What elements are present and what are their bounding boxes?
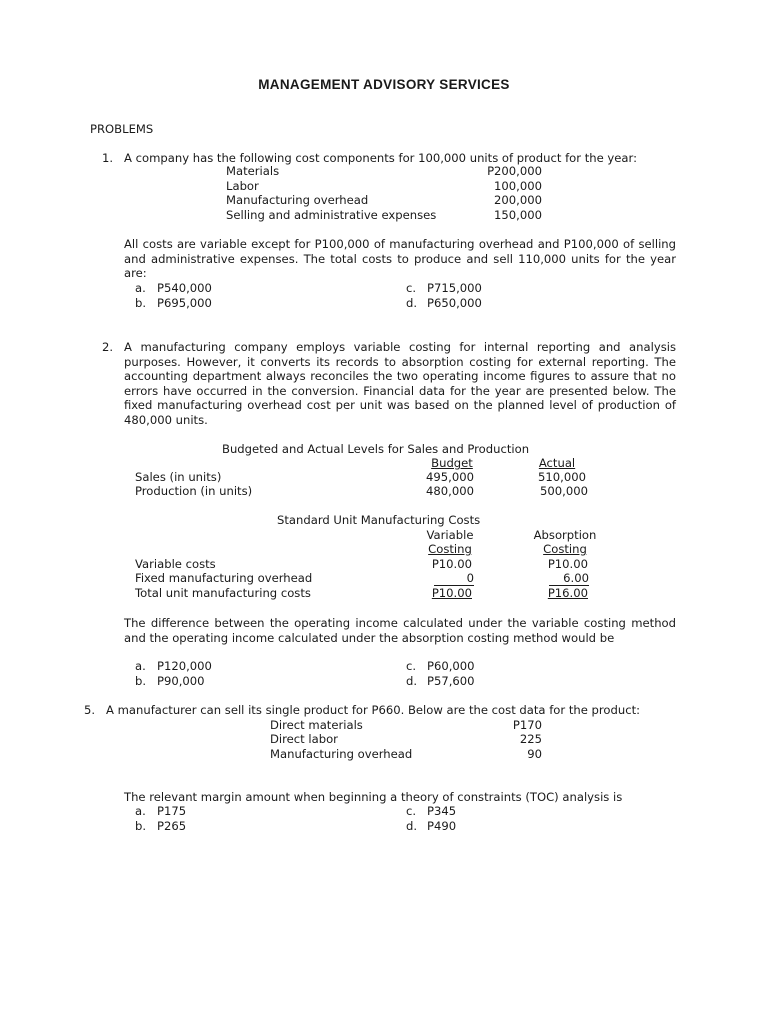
- column-header-absorption-costing: Costing: [543, 542, 587, 556]
- column-header-absorption: Absorption: [533, 528, 597, 542]
- choice-d: P650,000: [427, 296, 482, 310]
- choice-letter: b.: [135, 674, 147, 688]
- problem-intro: A manufacturer can sell its single product for P660. Below are the cost data for the product:: [106, 703, 641, 717]
- problem-intro: A manufacturing company employs variable costing for internal reporting and analysis purposes. However, it converts its records to absorption costing for external reporting. The accounting department always reconciles the two operating income figures to assure that no errors have occurred in the conversion. Financial data for the year are presented below. The fixed manufacturing overhead cost per unit was based on the planned level of production of 480,000 units.: [124, 340, 676, 427]
- choice-a: P120,000: [157, 659, 212, 673]
- choice-a: P540,000: [157, 281, 212, 295]
- cost-item-amount: 225: [519, 732, 542, 746]
- cost-item-label: Materials: [226, 164, 280, 178]
- choice-letter: b.: [135, 819, 147, 833]
- choice-letter: d.: [406, 674, 418, 688]
- choice-c: P345: [427, 804, 457, 818]
- problem-question: The relevant margin amount when beginning a theory of constraints (TOC) analysis is: [124, 790, 623, 804]
- cell-variable-underline: [434, 571, 474, 586]
- cell-absorption: P16.00: [547, 586, 588, 600]
- cost-item-amount: P170: [512, 718, 542, 732]
- column-header-actual: Actual: [538, 456, 576, 470]
- choice-letter: a.: [135, 659, 146, 673]
- problem-question: All costs are variable except for P100,000 of manufacturing overhead and P100,000 of selling and administrative expenses. The total costs to produce and sell 110,000 units for the year are:: [124, 237, 676, 280]
- column-header-variable-costing: Costing: [428, 542, 472, 556]
- choice-c: P60,000: [427, 659, 475, 673]
- cost-item-amount: P200,000: [487, 164, 542, 178]
- choice-c: P715,000: [427, 281, 482, 295]
- choice-letter: c.: [406, 659, 417, 673]
- cell-actual: 500,000: [540, 484, 588, 498]
- choice-b: P265: [157, 819, 187, 833]
- choice-letter: d.: [406, 819, 418, 833]
- cost-item-label: Manufacturing overhead: [270, 747, 413, 761]
- cost-item-label: Selling and administrative expenses: [226, 208, 437, 222]
- section-heading: PROBLEMS: [90, 122, 154, 136]
- choice-letter: a.: [135, 281, 146, 295]
- page-title: MANAGEMENT ADVISORY SERVICES: [258, 77, 510, 92]
- cell-actual: 510,000: [538, 470, 586, 484]
- row-label: Variable costs: [135, 557, 216, 571]
- cost-item-label: Direct materials: [270, 718, 363, 732]
- choice-a: P175: [157, 804, 187, 818]
- row-label: Fixed manufacturing overhead: [135, 571, 313, 585]
- cost-item-label: Labor: [226, 179, 259, 193]
- choice-b: P695,000: [157, 296, 212, 310]
- row-label: Production (in units): [135, 484, 253, 498]
- cost-item-label: Direct labor: [270, 732, 338, 746]
- cost-item-amount: 90: [527, 747, 542, 761]
- column-header-variable: Variable: [426, 528, 474, 542]
- problem-question: The difference between the operating income calculated under the variable costing method and the operating income calculated under the absorption costing method would be: [124, 616, 676, 645]
- cell-absorption-underline: [549, 571, 589, 586]
- cell-budget: 495,000: [426, 470, 474, 484]
- row-label: Total unit manufacturing costs: [135, 586, 311, 600]
- cost-item-amount: 100,000: [494, 179, 542, 193]
- cell-variable-total: [400, 586, 472, 601]
- cell-absorption: P10.00: [547, 557, 588, 571]
- problem-number: 2.: [102, 340, 114, 354]
- choice-letter: d.: [406, 296, 418, 310]
- cell-variable: P10.00: [431, 586, 472, 600]
- cost-item-amount: 200,000: [494, 193, 542, 207]
- table-caption: Standard Unit Manufacturing Costs: [277, 513, 481, 527]
- column-header-budget: Budget: [431, 456, 473, 470]
- choice-d: P490: [427, 819, 457, 833]
- choice-letter: c.: [406, 281, 417, 295]
- cost-item-label: Manufacturing overhead: [226, 193, 369, 207]
- choice-b: P90,000: [157, 674, 205, 688]
- cell-budget: 480,000: [426, 484, 474, 498]
- cell-variable: P10.00: [431, 557, 472, 571]
- cell-absorption: 6.00: [549, 572, 589, 586]
- cell-variable: 0: [434, 572, 474, 586]
- choice-letter: c.: [406, 804, 417, 818]
- cell-absorption-total: [516, 586, 588, 601]
- row-label: Sales (in units): [135, 470, 222, 484]
- cost-item-amount: 150,000: [494, 208, 542, 222]
- choice-letter: a.: [135, 804, 146, 818]
- problem-number: 5.: [84, 703, 96, 717]
- table-caption: Budgeted and Actual Levels for Sales and Production: [222, 442, 530, 456]
- problem-number: 1.: [102, 151, 114, 165]
- problem-intro: A company has the following cost components for 100,000 units of product for the year:: [124, 151, 637, 165]
- choice-letter: b.: [135, 296, 147, 310]
- choice-d: P57,600: [427, 674, 475, 688]
